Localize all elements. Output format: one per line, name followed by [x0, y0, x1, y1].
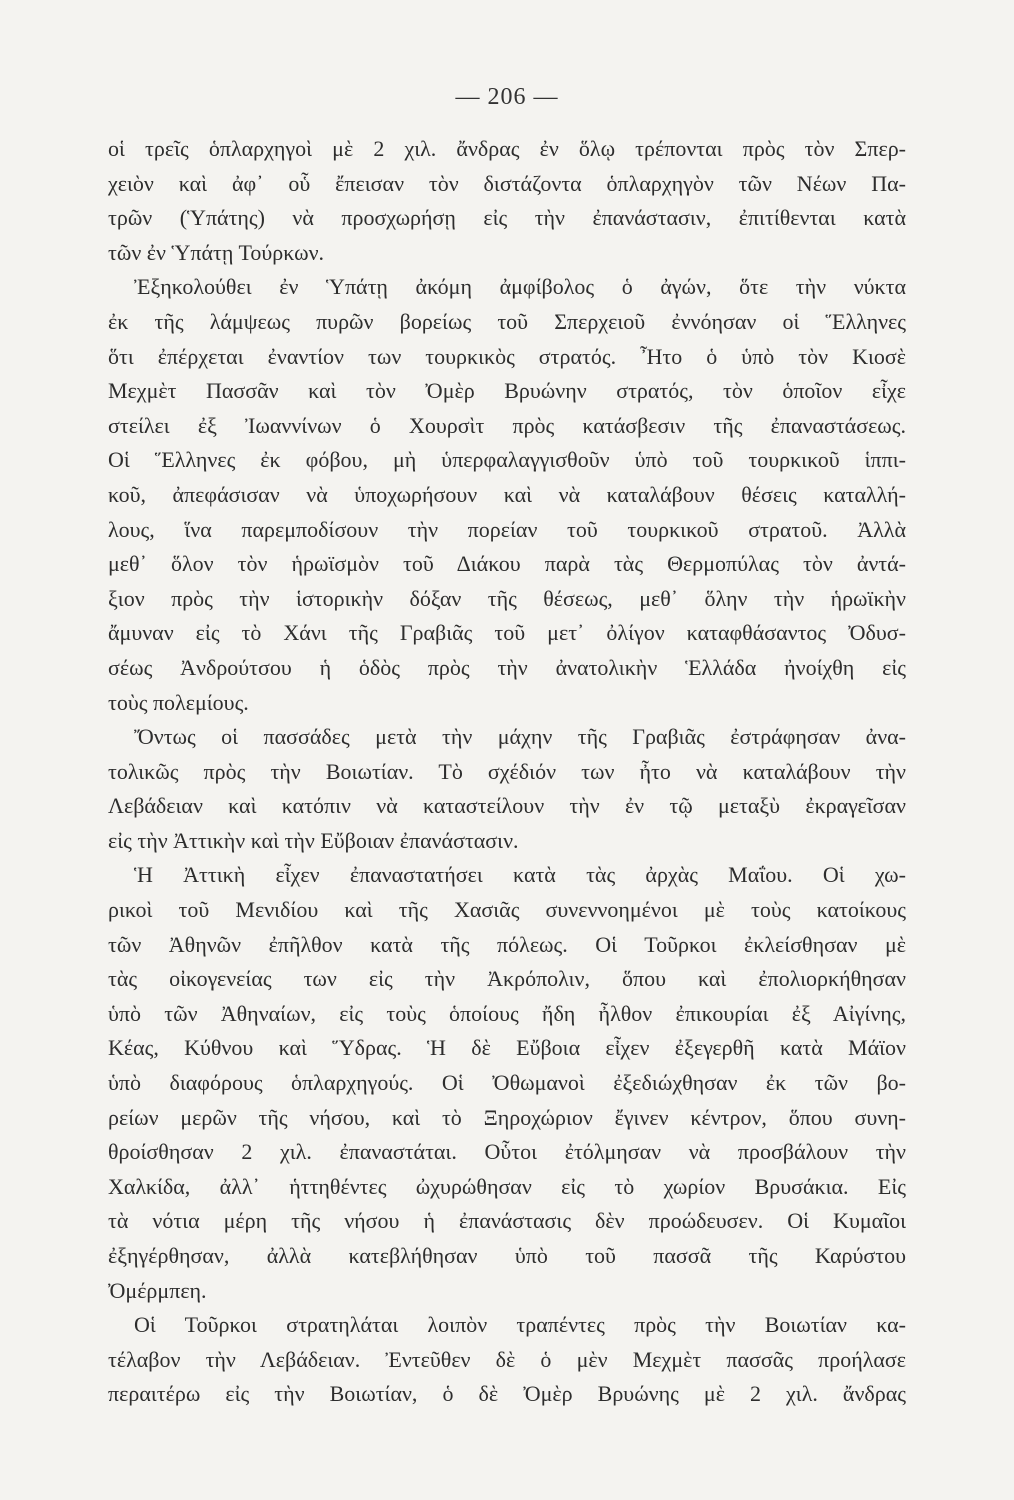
text-line: τολικῶς πρὸς τὴν Βοιωτίαν. Τὸ σχέδιόν των ἦτο νὰ καταλάβουν τὴν	[108, 758, 906, 784]
text-line: ἐξηγέρθησαν, ἀλλὰ κατεβλήθησαν ὑπὸ τοῦ πασσᾶ τῆς Καρύστου	[108, 1243, 906, 1268]
body-text	[108, 132, 906, 1412]
page-number: — 206 —	[455, 84, 559, 110]
text-line: μεθ᾽ ὅλον τὸν ἡρωϊσμὸν τοῦ Διάκου παρὰ τὰς Θερμοπύλας τὸν ἀντά-	[108, 551, 906, 577]
text-line: ὑπὸ τῶν Ἀθηναίων, εἰς τοὺς ὁποίους ἤδη ἦλθον ἐπικουρίαι ἐξ Αἰγίνης,	[108, 1000, 906, 1026]
text-line: στείλει ἐξ Ἰωαννίνων ὁ Χουρσὶτ πρὸς κατάσβεσιν τῆς ἐπαναστάσεως.	[108, 412, 906, 438]
text-line: Οἱ Τοῦρκοι στρατηλάται λοιπὸν τραπέντες πρὸς τὴν Βοιωτίαν κα-	[134, 1312, 906, 1338]
text-line: Ἡ Ἀττικὴ εἶχεν ἐπαναστατήσει κατὰ τὰς ἀρχὰς Μαΐου. Οἱ χω-	[134, 862, 906, 888]
text-line: Οἱ Ἕλληνες ἐκ φόβου, μὴ ὑπερφαλαγγισθοῦν ὑπὸ τοῦ τουρκικοῦ ἱππι-	[108, 447, 906, 473]
text-line: τῶν Ἀθηνῶν ἐπῆλθον κατὰ τῆς πόλεως. Οἱ Τοῦρκοι ἐκλείσθησαν μὲ	[108, 931, 906, 957]
text-line: ρείων μερῶν τῆς νήσου, καὶ τὸ Ξηροχώριον ἔγινεν κέντρον, ὅπου συνη-	[108, 1104, 906, 1130]
text-line: τοὺς πολεμίους.	[108, 689, 249, 715]
text-line: εἰς τὴν Ἀττικὴν καὶ τὴν Εὔβοιαν ἐπανάστασιν.	[108, 827, 519, 853]
text-line: κοῦ, ἀπεφάσισαν νὰ ὑποχωρήσουν καὶ νὰ καταλάβουν θέσεις καταλλή-	[108, 481, 906, 507]
text-line: σέως Ἀνδρούτσου ἡ ὁδὸς πρὸς τὴν ἀνατολικὴν Ἑλλάδα ἠνοίχθη εἰς	[108, 654, 906, 680]
text-line: Λεβάδειαν καὶ κατόπιν νὰ καταστείλουν τὴν ἐν τῷ μεταξὺ ἐκραγεῖσαν	[108, 793, 906, 819]
text-line: Κέας, Κύθνου καὶ Ὕδρας. Ἡ δὲ Εὔβοια εἶχεν ἐξεγερθῆ κατὰ Μάϊον	[108, 1035, 906, 1061]
text-line: ὑπὸ διαφόρους ὁπλαρχηγούς. Οἱ Ὀθωμανοὶ ἐξεδιώχθησαν ἐκ τῶν βο-	[108, 1070, 906, 1096]
text-line: ξιον πρὸς τὴν ἱστορικὴν δόξαν τῆς θέσεως, μεθ᾽ ὅλην τὴν ἡρωϊκὴν	[108, 585, 906, 611]
text-line: ρικοὶ τοῦ Μενιδίου καὶ τῆς Χασιᾶς συνεννοημένοι μὲ τοὺς κατοίκους	[108, 897, 906, 923]
text-line: περαιτέρω εἰς τὴν Βοιωτίαν, ὁ δὲ Ὀμὲρ Βρυώνης μὲ 2 χιλ. ἄνδρας	[108, 1381, 906, 1407]
text-line: ἐκ τῆς λάμψεως πυρῶν βορείως τοῦ Σπερχειοῦ ἐννόησαν οἱ Ἕλληνες	[108, 308, 906, 334]
text-line: οἱ τρεῖς ὁπλαρχηγοὶ μὲ 2 χιλ. ἄνδρας ἐν ὅλῳ τρέπονται πρὸς τὸν Σπερ-	[108, 136, 906, 161]
text-line: θροίσθησαν 2 χιλ. ἐπαναστάται. Οὗτοι ἐτόλμησαν νὰ προσβάλουν τὴν	[108, 1139, 906, 1165]
text-line: τὰ νότια μέρη τῆς νήσου ἡ ἐπανάστασις δὲν προώδευσεν. Οἱ Κυμαῖοι	[108, 1208, 906, 1234]
text-line: ἄμυναν εἰς τὸ Χάνι τῆς Γραβιᾶς τοῦ μετ᾽ ὀλίγον καταφθάσαντος Ὀδυσ-	[108, 620, 906, 646]
text-line: Ἐξηκολούθει ἐν Ὑπάτῃ ἀκόμη ἀμφίβολος ὁ ἀγών, ὅτε τὴν νύκτα	[134, 274, 906, 300]
text-line: Ὀμέρμπεη.	[108, 1277, 207, 1303]
text-line: τέλαβον τὴν Λεβάδειαν. Ἐντεῦθεν δὲ ὁ μὲν Μεχμὲτ πασσᾶς προήλασε	[108, 1346, 906, 1372]
text-line: χειὸν καὶ ἀφ᾽ οὗ ἔπεισαν τὸν διστάζοντα ὁπλαρχηγὸν τῶν Νέων Πα-	[108, 170, 906, 196]
text-line: λους, ἵνα παρεμποδίσουν τὴν πορείαν τοῦ τουρκικοῦ στρατοῦ. Ἀλλὰ	[108, 516, 906, 542]
text-line: τρῶν (Ὑπάτης) νὰ προσχωρήσῃ εἰς τὴν ἐπανάστασιν, ἐπιτίθενται κατὰ	[108, 205, 906, 231]
text-line: Μεχμὲτ Πασσᾶν καὶ τὸν Ὀμὲρ Βρυώνην στρατός, τὸν ὁποῖον εἶχε	[108, 378, 906, 404]
text-line: Ὄντως οἱ πασσάδες μετὰ τὴν μάχην τῆς Γραβιᾶς ἐστράφησαν ἀνα-	[134, 724, 906, 750]
text-line: Χαλκίδα, ἀλλ᾽ ἡττηθέντες ὠχυρώθησαν εἰς τὸ χωρίον Βρυσάκια. Εἰς	[108, 1173, 906, 1199]
text-line: τὰς οἰκογενείας των εἰς τὴν Ἀκρόπολιν, ὅπου καὶ ἐπολιορκήθησαν	[108, 966, 906, 992]
text-line: τῶν ἐν Ὑπάτῃ Τούρκων.	[108, 239, 325, 265]
text-line: ὅτι ἐπέρχεται ἐναντίον των τουρκικὸς στρατός. Ἦτο ὁ ὑπὸ τὸν Κιοσὲ	[108, 343, 906, 369]
